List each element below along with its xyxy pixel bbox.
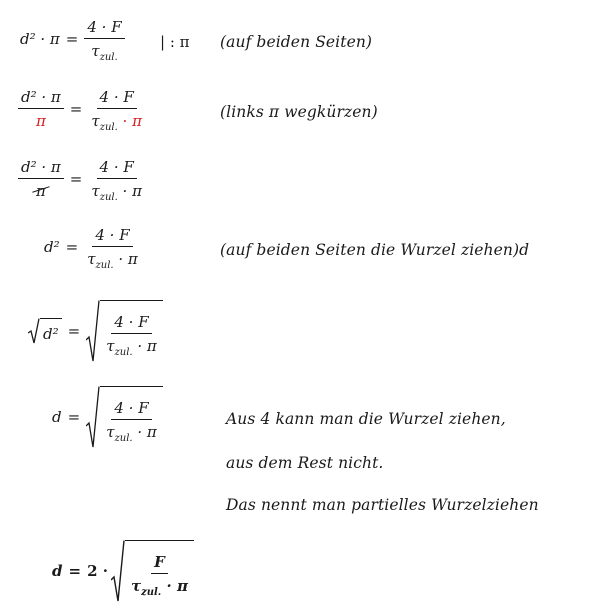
note-line-1: (auf beiden Seiten) xyxy=(220,33,373,51)
sqrt-rhs xyxy=(86,386,163,448)
fraction: $\frac{4 \cdot F}{\tau_{zul.} \cdot \pi}$ xyxy=(91,158,142,203)
note-line-6a: Aus 4 kann man die Wurzel ziehen, xyxy=(226,410,506,428)
fraction xyxy=(84,18,124,63)
note-line-4: (auf beiden Seiten die Wurzel ziehen)d xyxy=(220,241,530,259)
equals-sign: = xyxy=(68,562,82,580)
red-pi: π xyxy=(35,112,46,130)
lhs-fraction-cancelled: $\frac{\text{d² · π}}{\pi}$ xyxy=(18,158,64,200)
coefficient: 2 · xyxy=(87,562,108,580)
note-line-6b: aus dem Rest nicht. xyxy=(226,454,384,472)
sqrt-lhs: d² xyxy=(28,318,62,344)
result-equation: d = 2 · $\frac{F}{\tau_{zul.} \cdot \pi}$ xyxy=(52,540,194,602)
numerator: 4 · F xyxy=(84,18,124,39)
equals-sign: = xyxy=(67,408,81,426)
sqrt-rhs xyxy=(86,300,163,362)
lhs: d² · π xyxy=(20,30,60,48)
fraction: $\frac{4 \cdot F}{\tau_{zul.} \cdot \pi}$ xyxy=(106,398,157,444)
equation-line-4: d² = $\frac{4 \cdot F}{\tau_{zul.} \cdot \pi}$ xyxy=(44,226,141,268)
equals-sign: = xyxy=(69,170,83,188)
sqrt-rhs xyxy=(111,540,194,602)
fraction: $\frac{F}{\tau_{zul.} \cdot \pi}$ xyxy=(130,552,188,598)
note-line-2: (links π wegkürzen) xyxy=(220,103,378,121)
lhs-fraction: $\frac{\text{d² · π}}{\pi}$ xyxy=(18,88,64,130)
cancelled-pi: π xyxy=(33,179,49,200)
fraction: $\frac{4 \cdot F}{\tau_{zul.} \cdot \pi}$ xyxy=(91,88,142,133)
equals-sign: = xyxy=(67,322,81,340)
fraction: $\frac{4 \cdot F}{\tau_{zul.} \cdot \pi}$ xyxy=(87,226,138,271)
equals-sign: = xyxy=(65,238,79,256)
denominator: $\tau_{zul.}$ xyxy=(91,42,118,63)
equation-line-2 xyxy=(18,88,145,133)
equals-sign: = xyxy=(65,30,79,48)
equation-line-6: d = $\frac{4 \cdot F}{\tau_{zul.} \cdot \pi}$ xyxy=(52,386,163,448)
equation-line-3 xyxy=(18,158,145,203)
equation-line-1 xyxy=(20,18,125,63)
equals-sign: = xyxy=(69,100,83,118)
note-line-6c: Das nennt man partielles Wurzelziehen xyxy=(226,496,539,514)
fraction: $\frac{4 \cdot F}{\tau_{zul.} \cdot \pi}$ xyxy=(106,312,157,358)
operation-marker: | : π xyxy=(160,33,190,51)
equation-line-5 xyxy=(28,300,163,362)
